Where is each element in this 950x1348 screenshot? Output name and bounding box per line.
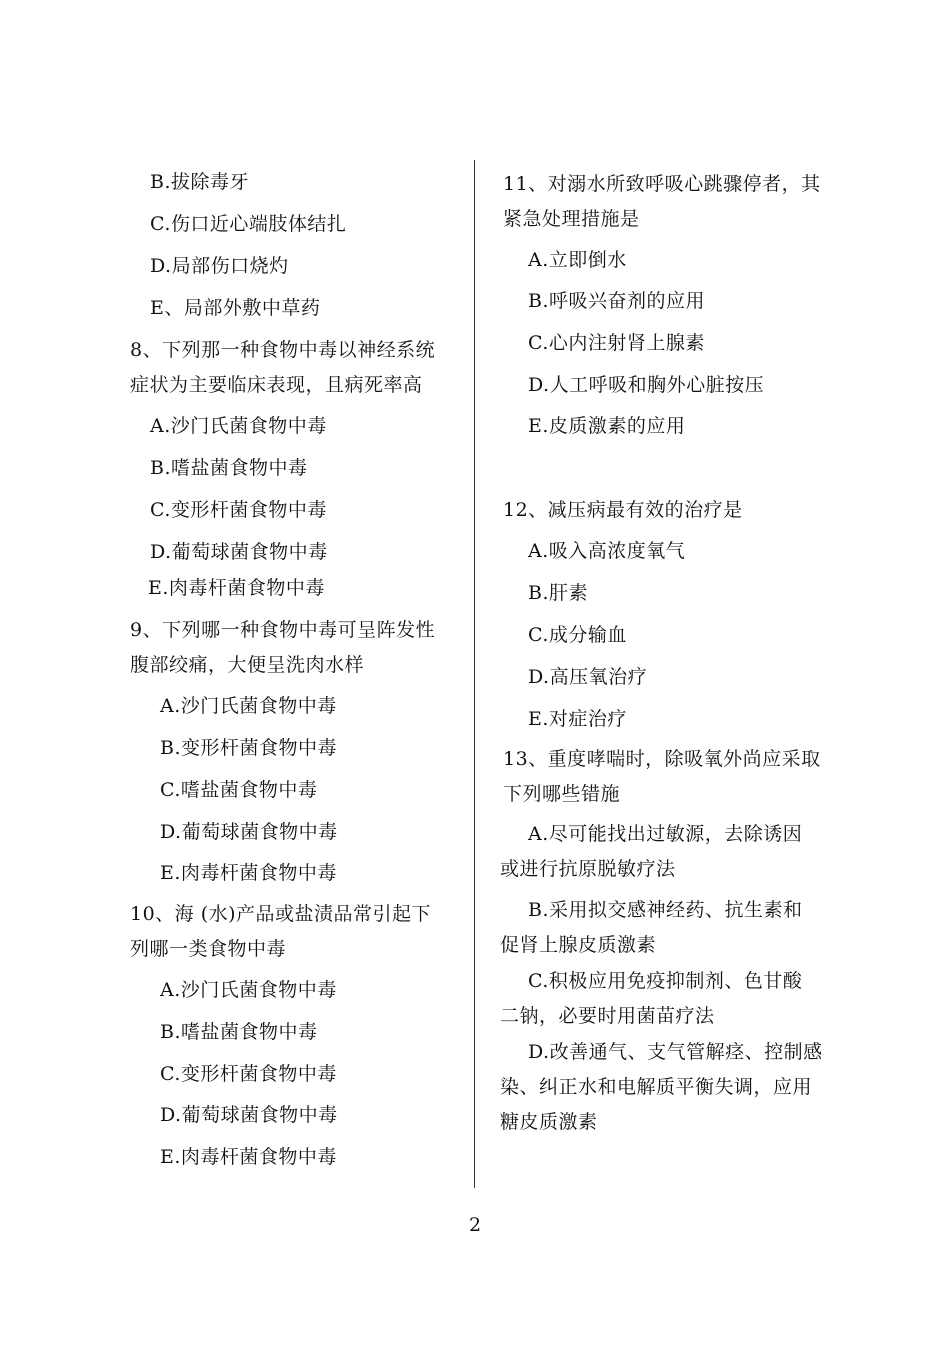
q10-option-d: D.葡萄球菌食物中毒 — [160, 1104, 338, 1126]
q10-option-b: B.嗜盐菌食物中毒 — [160, 1021, 318, 1043]
q10-option-a: A.沙门氏菌食物中毒 — [160, 979, 337, 1001]
q11-option-c: C.心内注射肾上腺素 — [528, 332, 705, 354]
q9-option-c: C.嗜盐菌食物中毒 — [160, 779, 318, 801]
q11-option-d: D.人工呼吸和胸外心脏按压 — [528, 374, 765, 396]
q11-option-a: A.立即倒水 — [528, 249, 627, 271]
q10-stem-line1: 10、海 (水)产品或盐渍品常引起下 — [130, 903, 432, 925]
q9-option-a: A.沙门氏菌食物中毒 — [160, 695, 337, 717]
q13-option-d-line2: 染、纠正水和电解质平衡失调，应用 — [500, 1076, 813, 1098]
q10-option-c: C.变形杆菌食物中毒 — [160, 1063, 337, 1085]
q10-stem-line2: 列哪一类食物中毒 — [130, 938, 287, 960]
q11-stem-line1: 11、对溺水所致呼吸心跳骤停者，其 — [503, 173, 821, 195]
q10-option-e: E.肉毒杆菌食物中毒 — [160, 1146, 337, 1168]
q13-option-d-line3: 糖皮质激素 — [500, 1111, 598, 1133]
q9-stem-line2: 腹部绞痛，大便呈洗肉水样 — [130, 654, 365, 676]
q9-option-d: D.葡萄球菌食物中毒 — [160, 821, 338, 843]
q13-stem-line1: 13、重度哮喘时，除吸氧外尚应采取 — [503, 748, 821, 770]
q13-option-b-line1: B.采用拟交感神经药、抗生素和 — [528, 899, 803, 921]
q8-option-d: D.葡萄球菌食物中毒 — [150, 541, 328, 563]
q11-stem-line2: 紧急处理措施是 — [503, 208, 640, 230]
q13-option-a-line2: 或进行抗原脱敏疗法 — [500, 858, 676, 880]
q13-option-c-line2: 二钠，必要时用菌苗疗法 — [500, 1005, 715, 1027]
q7-option-b: B.拔除毒牙 — [150, 171, 250, 193]
q12-option-a: A.吸入高浓度氧气 — [528, 540, 686, 562]
q7-option-e: E、局部外敷中草药 — [150, 297, 321, 319]
q9-option-e: E.肉毒杆菌食物中毒 — [160, 862, 337, 884]
q13-option-c-line1: C.积极应用免疫抑制剂、色甘酸 — [528, 970, 803, 992]
q8-option-e: E.肉毒杆菌食物中毒 — [148, 577, 325, 599]
q11-option-b: B.呼吸兴奋剂的应用 — [528, 290, 706, 312]
q12-option-b: B.肝素 — [528, 582, 589, 604]
q8-option-a: A.沙门氏菌食物中毒 — [150, 415, 327, 437]
page-number: 2 — [468, 1214, 482, 1236]
q8-stem-line2: 症状为主要临床表现，且病死率高 — [130, 374, 423, 396]
q12-stem: 12、减压病最有效的治疗是 — [503, 499, 743, 521]
column-divider — [474, 160, 475, 1188]
q13-option-b-line2: 促肾上腺皮质激素 — [500, 934, 657, 956]
q8-option-b: B.嗜盐菌食物中毒 — [150, 457, 308, 479]
q7-option-d: D.局部伤口烧灼 — [150, 255, 289, 277]
q9-stem-line1: 9、下列哪一种食物中毒可呈阵发性 — [130, 619, 436, 641]
q8-option-c: C.变形杆菌食物中毒 — [150, 499, 327, 521]
q8-stem-line1: 8、下列那一种食物中毒以神经系统 — [130, 339, 436, 361]
q12-option-d: D.高压氧治疗 — [528, 666, 648, 688]
q13-option-d-line1: D.改善通气、支气管解痉、控制感 — [528, 1041, 823, 1063]
q9-option-b: B.变形杆菌食物中毒 — [160, 737, 338, 759]
q11-option-e: E.皮质激素的应用 — [528, 415, 686, 437]
q7-option-c: C.伤口近心端肢体结扎 — [150, 213, 347, 235]
q12-option-e: E.对症治疗 — [528, 708, 627, 730]
q12-option-c: C.成分输血 — [528, 624, 627, 646]
q13-option-a-line1: A.尽可能找出过敏源，去除诱因 — [528, 823, 803, 845]
q13-stem-line2: 下列哪些错施 — [503, 783, 621, 805]
